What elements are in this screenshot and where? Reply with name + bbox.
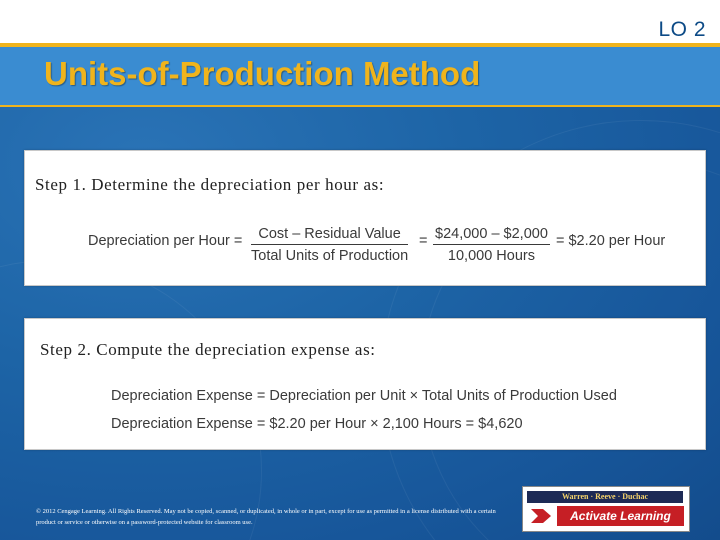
- title-divider: [0, 105, 720, 107]
- title-bar: [0, 47, 720, 105]
- step1-fraction-formula: [251, 226, 408, 264]
- publisher-logo: [522, 486, 690, 532]
- fraction2-denominator: 10,000 Hours: [447, 248, 535, 264]
- step1-equals: =: [419, 233, 428, 249]
- step2-calculation-line: Depreciation Expense = $2.20 per Hour × 2,100 Hours = $4,620: [111, 416, 523, 432]
- step1-lhs: Depreciation per Hour =: [88, 233, 243, 249]
- slide-title: Units-of-Production Method: [44, 55, 481, 92]
- fraction1-numerator: Cost – Residual Value: [251, 226, 408, 245]
- fraction2-numerator: $24,000 – $2,000: [433, 226, 550, 245]
- header-band: [0, 0, 720, 44]
- step1-heading: Step 1. Determine the depreciation per hour as:: [35, 175, 385, 194]
- copyright-notice: © 2012 Cengage Learning. All Rights Reserved. May not be copied, scanned, or duplicated, in whole or in part, except for use as permitted in a license distributed with a certain product or service or otherwise on a password-protected website for classroom use.: [36, 508, 496, 526]
- step2-formula-line: Depreciation Expense = Depreciation per Unit × Total Units of Production Used: [111, 388, 617, 404]
- step1-result: = $2.20 per Hour: [556, 233, 666, 249]
- logo-authors: Warren · Reeve · Duchac: [527, 491, 683, 503]
- step1-fraction-values: [433, 226, 550, 264]
- step1-panel: [24, 150, 706, 286]
- fraction1-denominator: Total Units of Production: [251, 248, 409, 264]
- learning-objective-label: LO 2: [658, 18, 706, 41]
- logo-activate-learning: Activate Learning: [557, 506, 684, 526]
- step2-heading: Step 2. Compute the depreciation expense as:: [40, 340, 376, 359]
- step2-panel: [24, 318, 706, 450]
- activate-arrow-icon: [528, 506, 554, 526]
